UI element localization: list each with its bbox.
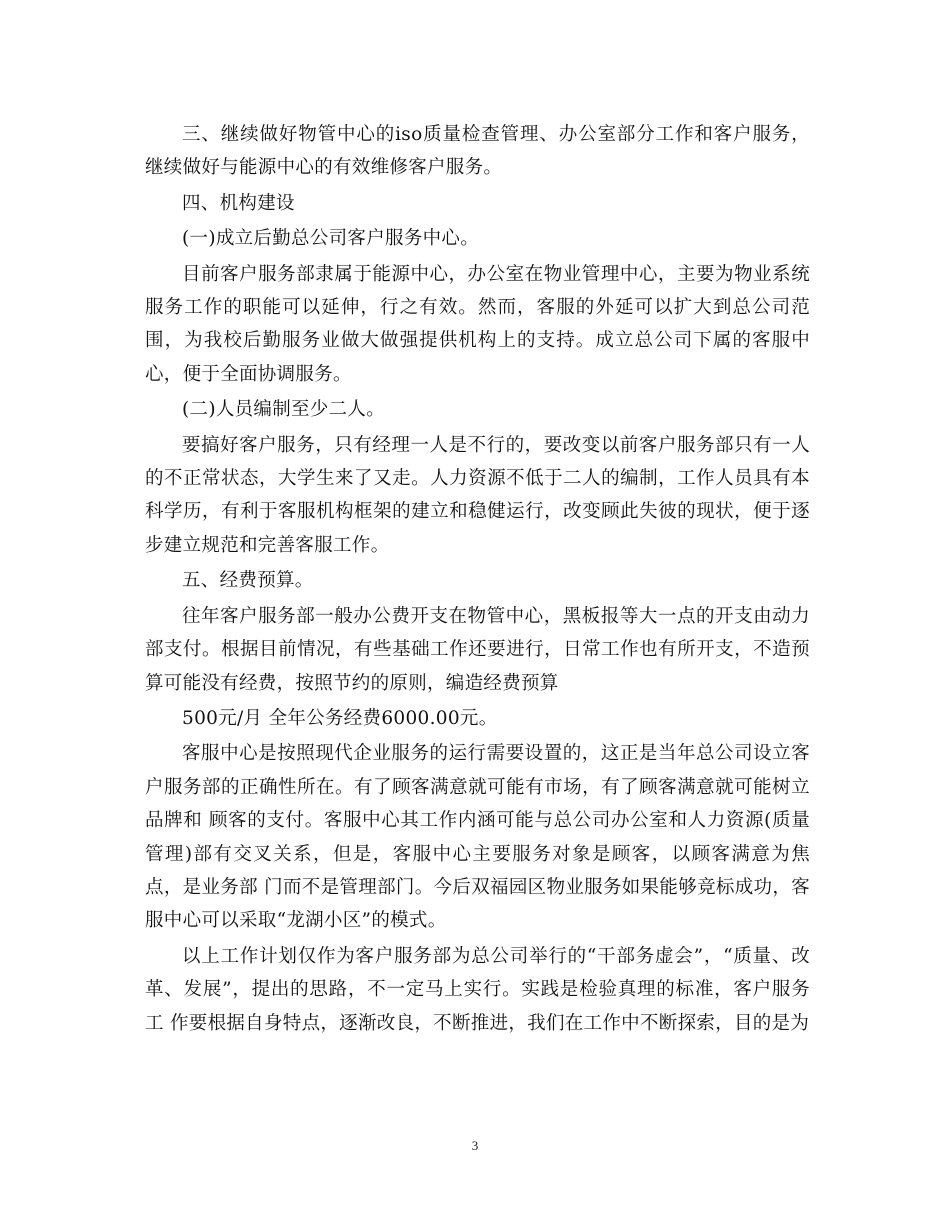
paragraph-item-3: 三、继续做好物管中心的iso质量检查管理、办公室部分工作和客户服务，继续做好与能源中心的有效维修客户服务。 xyxy=(145,124,810,179)
section-heading-4: 四、机构建设 xyxy=(182,192,295,214)
document-body xyxy=(145,118,810,1042)
paragraph-budget-amount: 500元/月 全年公务经费6000.00元。 xyxy=(182,707,498,729)
subheading-4-1: (一)成立后勤总公司客户服务中心。 xyxy=(182,228,480,250)
paragraph-staffing: 要搞好客户服务，只有经理一人是不行的，要改变以前客户服务部只有一人的不正常状态，大学生来了又走。人力资源不低于二人的编制，工作人员具有本科学历，有利于客服机构框架的建立和稳健运行，改变顾此失彼的现状，便于逐步建立规范和完善客服工作。 xyxy=(145,434,810,556)
subheading-4-2: (二)人员编制至少二人。 xyxy=(182,399,386,421)
paragraph-customer-center: 客服中心是按照现代企业服务的运行需要设置的，这正是当年总公司设立客户服务部的正确性所在。有了顾客满意就可能有市场，有了顾客满意就可能树立品牌和 顾客的支付。客服中心其工作内涵可能与总公司办公室和人力资源(质量管理)部有交叉关系，但是，客服中心主要服务对象是顾客，以顾客满意为焦点，是业务部 门而不是管理部门。今后双福园区物业服务如果能够竞标成功，客服中心可以采取“龙湖小区”的模式。 xyxy=(145,743,810,932)
paragraph-service-center: 目前客户服务部隶属于能源中心，办公室在物业管理中心，主要为物业系统服务工作的职能可以延伸，行之有效。然而，客服的外延可以扩大到总公司范围，为我校后勤服务业做大做强提供机构上的支持。成立总公司下属的客服中心，便于全面协调服务。 xyxy=(145,263,810,385)
page-number: 3 xyxy=(471,1138,479,1153)
paragraph-conclusion: 以上工作计划仅作为客户服务部为总公司举行的“干部务虚会”，“质量、改革、发展”，提出的思路，不一定马上实行。实践是检验真理的标准，客户服务工 作要根据自身特点，逐渐改良，不断推进，我们在工作中不断探索，目的是为 xyxy=(145,945,810,1034)
section-heading-5: 五、经费预算。 xyxy=(182,570,314,592)
paragraph-budget: 往年客户服务部一般办公费开支在物管中心，黑板报等大一点的开支由动力部支付。根据目前情况，有些基础工作还要进行，日常工作也有所开支，不造预算可能没有经费，按照节约的原则，编造经费预算 xyxy=(145,605,810,694)
